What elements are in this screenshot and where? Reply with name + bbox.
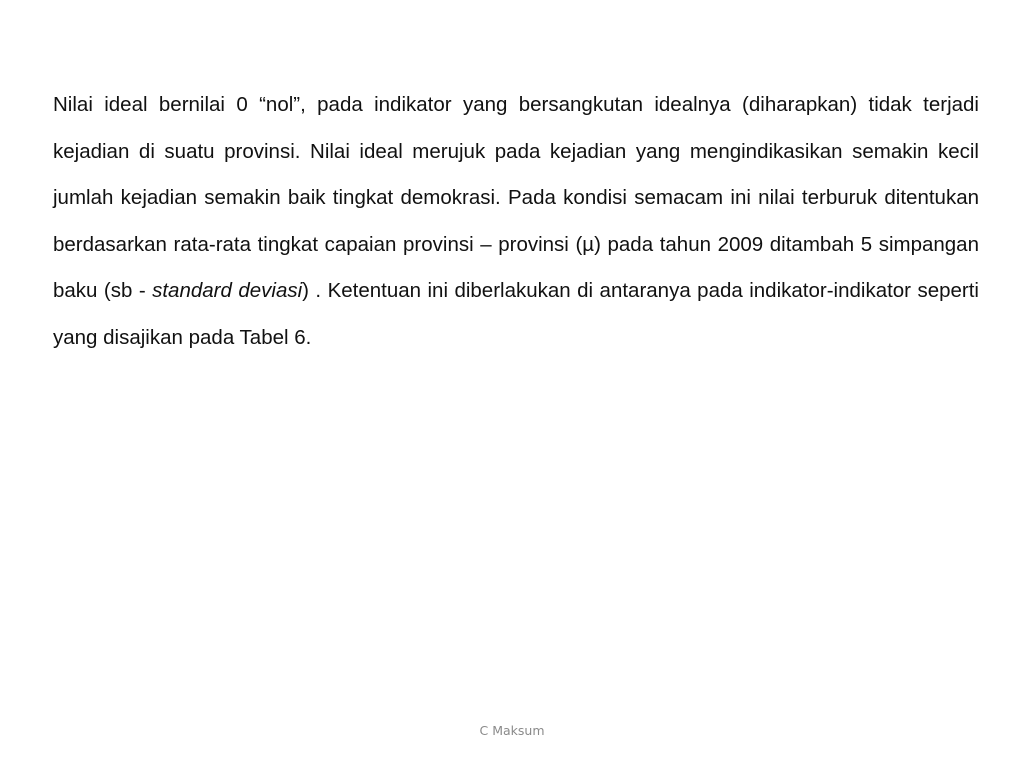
body-paragraph [53,82,979,362]
paragraph-text-start: Nilai ideal bernilai 0 “nol”, pada indikator yang bersangkutan idealnya (diharapkan) tidak terjadi kejadian di suatu provinsi. Nilai ideal merujuk pada kejadian yang mengindikasikan semakin kecil jumlah kejadian semakin baik tingkat demokrasi. Pada kondisi semacam ini nilai terburuk ditentukan berdasarkan rata-rata tingkat capaian provinsi – provinsi (µ) pada tahun 2009 ditambah 5 simpangan baku (sb - [53,93,979,303]
paragraph-italic-term: standard deviasi [152,279,303,303]
paragraph-text-end: ) . Ketentuan ini diberlakukan di antaranya pada indikator-indikator seperti yang disajikan pada Tabel 6. [53,279,979,349]
slide-footer: C Maksum [479,723,545,738]
